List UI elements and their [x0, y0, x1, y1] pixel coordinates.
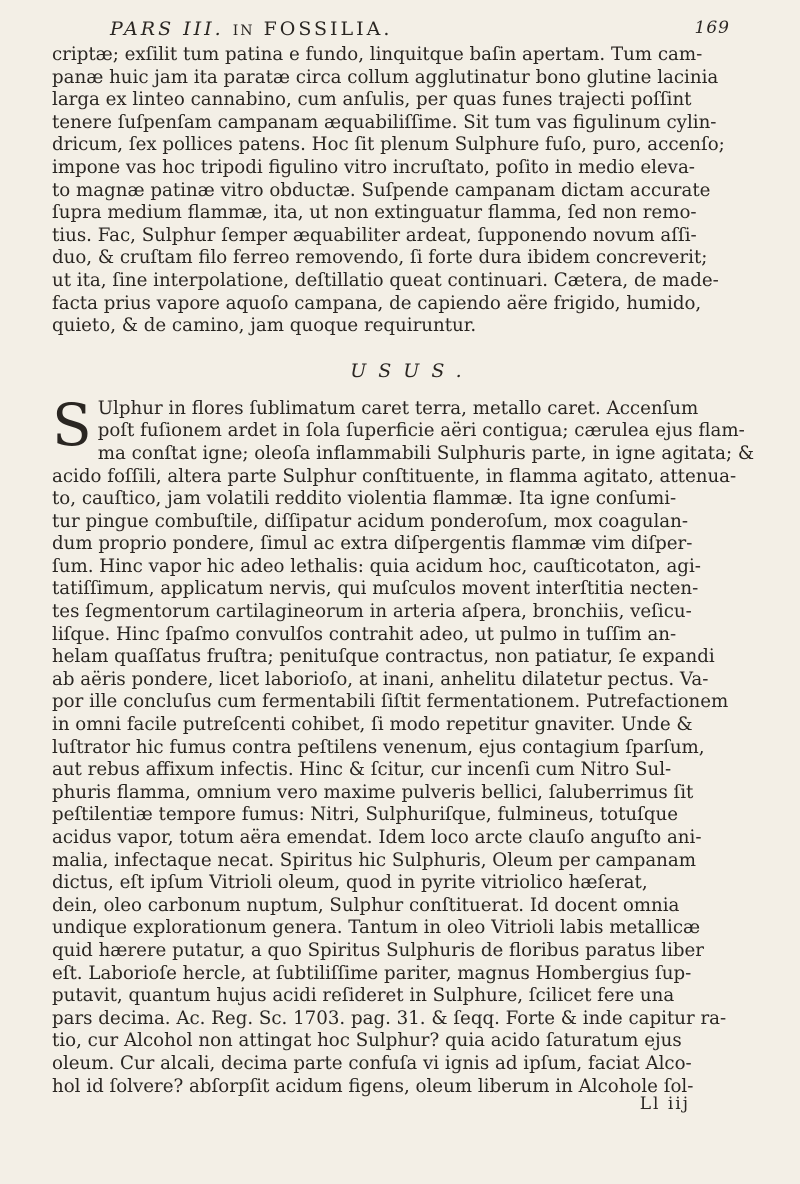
text-line: impone vas hoc tripodi figulino vitro incruſtato, poſito in medio eleva- — [52, 156, 695, 178]
text-line: larga ex linteo cannabino, cum anſulis, per quas funes trajecti poſſint — [52, 89, 692, 111]
text-line: tio, cur Alcohol non attingat hoc Sulphur? quia acido ſaturatum ejus — [52, 1030, 682, 1052]
signature-mark: Ll iij — [639, 1094, 690, 1114]
page-body — [52, 44, 772, 1098]
text-line: to, cauſtico, jam volatili reddito violentia flammæ. Ita igne conſumi- — [52, 488, 677, 510]
text-line: facta prius vapore aquoſo campana, de capiendo aëre frigido, humido, — [52, 292, 702, 314]
text-line: helam quaſſatus fruſtra; penituſque contractus, non patiatur, ſe expandi — [52, 646, 715, 668]
text-line: criptæ; exſilit tum patina e fundo, linquitque baſin apertam. Tum cam- — [52, 44, 703, 65]
text-line: dum proprio pondere, ſimul ac extra diſpergentis flammæ vim diſper- — [52, 533, 693, 555]
text-line: quieto, & de camino, jam quoque requiruntur. — [52, 315, 477, 337]
header-fossilia: FOSSILIA. — [263, 18, 393, 40]
text-line: poſt fuſionem ardet in ſola ſuperficie aëri contigua; cærulea ejus flam- — [97, 420, 745, 442]
text-line: quid hærere putatur, a quo Spiritus Sulphuris de floribus paratus liber — [52, 939, 704, 961]
text-line: duo, & cruſtam filo ferreo removendo, ſi forte dura ibidem concreverit; — [52, 247, 708, 269]
text-line: ſupra medium flammæ, ita, ut non extinguatur flamma, ſed non remo- — [52, 202, 697, 224]
text-line: phuris flamma, omnium vero maxime pulveris bellici, ſaluberrimus ſit — [52, 781, 694, 803]
text-line: ſum. Hinc vapor hic adeo lethalis: quia acidum hoc, cauſticotaton, agi- — [52, 555, 701, 577]
drop-cap: S — [52, 390, 92, 459]
text-line: oleum. Cur alcali, decima parte confuſa vi ignis ad ipſum, faciat Alco- — [52, 1052, 692, 1074]
text-line: tenere ſuſpenſam campanam æquabiliſſime. Sit tum vas figulinum cylin- — [52, 111, 717, 133]
text-line: ma conſtat igne; oleoſa inflammabili Sulphuris parte, in igne agitata; & — [97, 442, 755, 464]
text-line: dricum, ſex pollices patens. Hoc ſit plenum Sulphure fuſo, puro, accenſo; — [52, 134, 725, 156]
text-line: liſque. Hinc ſpaſmo convulſos contrahit adeo, ut pulmo in tuſſim an- — [52, 623, 677, 645]
page-number: 169 — [694, 18, 730, 38]
text-line: tur pingue combuſtile, diſſipatur acidum ponderoſum, mox coagulan- — [52, 510, 688, 532]
text-line: malia, infectaque necat. Spiritus hic Sulphuris, Oleum per campanam — [52, 849, 696, 871]
text-line: tatiſſimum, applicatum nervis, qui muſculos movent interſtitia necten- — [52, 578, 699, 600]
text-line: por ille concluſus cum fermentabili ſiſtit fermentationem. Putrefactionem — [52, 691, 729, 713]
text-line: to magnæ patinæ vitro obductæ. Suſpende campanam dictam accurate — [52, 179, 711, 201]
text-line: tius. Fac, Sulphur ſemper æquabiliter ardeat, ſupponendo novum aſſi- — [52, 224, 697, 246]
text-line: dein, oleo carbonum nuptum, Sulphur conſtituerat. Id docent omnia — [52, 894, 680, 916]
text-line: pars decima. Ac. Reg. Sc. 1703. pag. 31. & ſeqq. Forte & inde capitur ra- — [52, 1007, 727, 1029]
text-line: aut rebus affixum infectis. Hinc & ſcitur, cur incenſi cum Nitro Sul- — [52, 759, 672, 781]
text-line: luſtrator hic fumus contra peſtilens venenum, ejus contagium ſparſum, — [52, 736, 705, 758]
text-line: undique explorationum genera. Tantum in oleo Vitrioli labis metallicæ — [52, 917, 701, 939]
text-line: acido foſſili, altera parte Sulphur conſtituente, in flamma agitato, attenua- — [52, 465, 737, 487]
header-pars: PARS III. — [110, 18, 224, 40]
text-line: acidus vapor, totum aëra emendat. Idem loco arcte clauſo anguſto ani- — [52, 827, 702, 848]
text-line: hol id ſolvere? abſorpſit acidum figens, oleum liberum in Alcohole ſol- — [52, 1075, 694, 1097]
section-heading: USUS. — [350, 359, 474, 382]
text-line: tes ſegmentorum cartilagineorum in arteria aſpera, bronchiis, veſicu- — [52, 601, 692, 623]
text-line: dictus, eſt ipſum Vitrioli oleum, quod in pyrite vitriolico hæſerat, — [52, 872, 648, 894]
paragraph-1 — [52, 44, 772, 338]
text-line: ab aëris pondere, licet laborioſo, at inani, anhelitu dilatetur pectus. Va- — [52, 668, 709, 690]
text-line: putavit, quantum hujus acidi reſideret in Sulphure, ſcilicet fere una — [52, 985, 675, 1007]
running-header — [110, 18, 730, 44]
text-line: in omni facile putreſcenti cohibet, ſi modo repetitur gnaviter. Unde & — [52, 714, 693, 736]
text-line: eſt. Laborioſe hercle, at ſubtiliſſime pariter, magnus Hombergius ſup- — [52, 962, 692, 984]
text-line: ut ita, ſine interpolatione, deſtillatio queat continuari. Cætera, de made- — [52, 269, 719, 291]
header-in: IN — [232, 23, 255, 39]
running-title — [110, 18, 392, 40]
paragraph-2 — [52, 390, 772, 1098]
text-line: panæ huic jam ita paratæ circa collum agglutinatur bono glutine lacinia — [52, 66, 719, 88]
text-line: Ulphur in flores ſublimatum caret terra, metallo caret. Accenſum — [97, 397, 699, 419]
text-line: peſtilentiæ tempore fumus: Nitri, Sulphuriſque, fulmineus, totuſque — [52, 804, 678, 826]
